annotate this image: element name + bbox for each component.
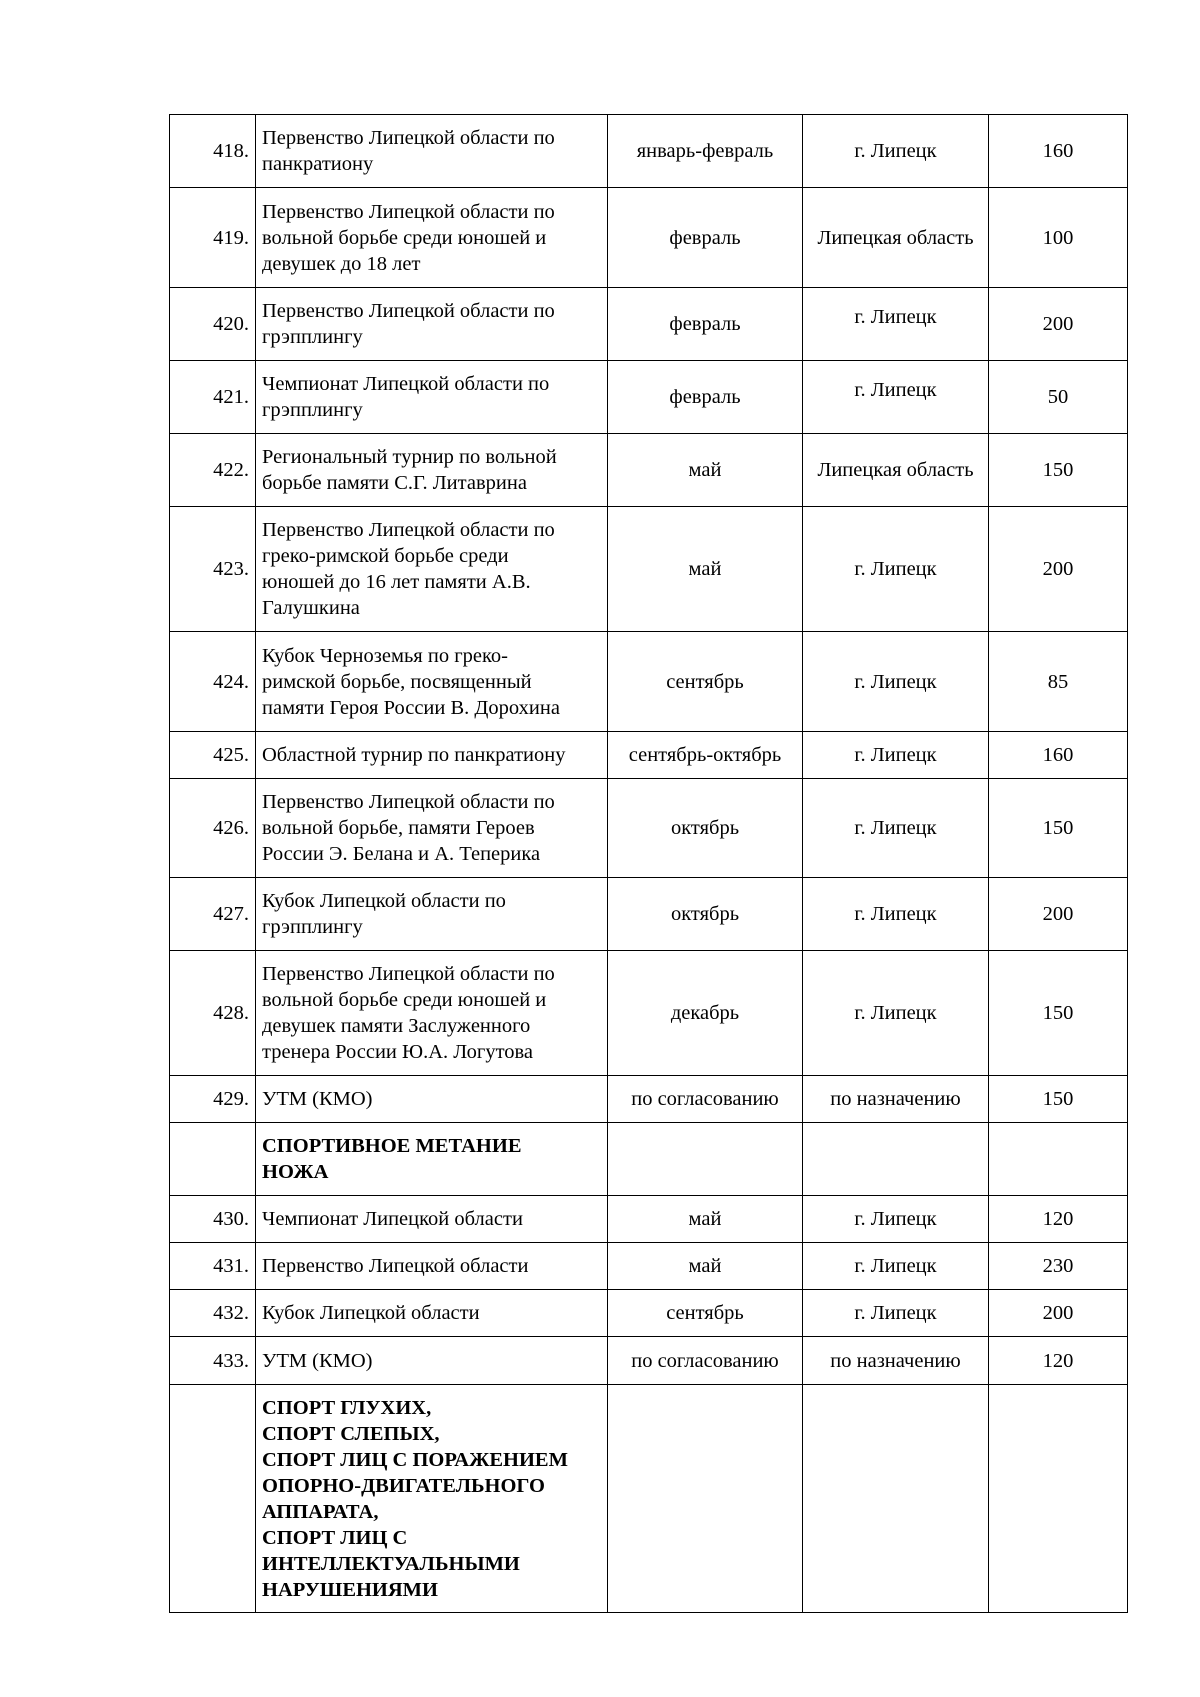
- date-cell-text: май: [688, 558, 722, 580]
- participants-cell: [989, 1290, 1128, 1337]
- date-cell-text: май: [688, 1255, 722, 1277]
- row-number-cell-text: 419.: [213, 226, 249, 249]
- place-cell: [803, 1196, 989, 1243]
- place-cell: [803, 507, 989, 632]
- date-cell: [608, 1385, 803, 1613]
- date-cell-text: по согласованию: [631, 1088, 779, 1110]
- row-number-cell-text: 427.: [213, 903, 249, 925]
- date-cell-text: по согласованию: [631, 1349, 779, 1372]
- participants-cell-text: 200: [1042, 558, 1074, 580]
- row-number-cell: [170, 1337, 256, 1385]
- event-name-cell-text: Кубок Липецкой области: [262, 1302, 480, 1324]
- participants-cell-text: 85: [1047, 670, 1069, 693]
- row-number-cell: [170, 1243, 256, 1290]
- place-cell: [803, 732, 989, 779]
- table-row: [170, 115, 1128, 188]
- participants-cell: [989, 115, 1128, 188]
- table-row: [170, 288, 1128, 361]
- event-name-cell: [256, 188, 608, 288]
- event-name-cell-text: Областной турнир по панкратиону: [262, 744, 566, 766]
- participants-cell: [989, 1385, 1128, 1613]
- event-name-cell-text: Первенство Липецкой области по вольной борьбе среди юношей и девушек до 18 лет: [262, 200, 555, 275]
- date-cell-text: октябрь: [670, 903, 740, 925]
- event-name-cell: [256, 779, 608, 878]
- table-row: [170, 361, 1128, 434]
- events-table: [169, 114, 1128, 1613]
- place-cell-text: Липецкая область: [817, 459, 974, 481]
- date-cell: [608, 732, 803, 779]
- place-cell: [803, 1076, 989, 1123]
- row-number-cell-text: 428.: [213, 1002, 249, 1024]
- event-name-cell: [256, 434, 608, 507]
- row-number-cell-text: 431.: [213, 1255, 249, 1277]
- participants-cell: [989, 507, 1128, 632]
- row-number-cell: [170, 779, 256, 878]
- event-name-cell: [256, 115, 608, 188]
- section-header-row: [170, 1385, 1128, 1613]
- place-cell-text: г. Липецк: [854, 744, 937, 766]
- date-cell-text: декабрь: [670, 1002, 740, 1024]
- table-row: [170, 1076, 1128, 1123]
- participants-cell-text: 120: [1042, 1208, 1074, 1230]
- place-cell: [803, 1290, 989, 1337]
- event-name-cell: [256, 1196, 608, 1243]
- place-cell: [803, 1385, 989, 1613]
- date-cell: [608, 1076, 803, 1123]
- place-cell-text: г. Липецк: [854, 558, 937, 580]
- participants-cell-text: 160: [1042, 140, 1074, 162]
- row-number-cell: [170, 1123, 256, 1196]
- date-cell: [608, 951, 803, 1076]
- date-cell-text: май: [688, 1208, 722, 1230]
- date-cell-text: октябрь: [670, 817, 740, 839]
- date-cell-text: февраль: [669, 313, 741, 335]
- row-number-cell: [170, 361, 256, 434]
- participants-cell-text: 200: [1042, 313, 1074, 335]
- place-cell: [803, 188, 989, 288]
- table-row: [170, 732, 1128, 779]
- participants-cell: [989, 1076, 1128, 1123]
- place-cell-text: г. Липецк: [854, 140, 937, 162]
- participants-cell: [989, 632, 1128, 732]
- participants-cell: [989, 1337, 1128, 1385]
- event-name-cell: [256, 951, 608, 1076]
- event-name-cell: [256, 288, 608, 361]
- section-title-cell-text: СПОРТ ГЛУХИХ, СПОРТ СЛЕПЫХ, СПОРТ ЛИЦ С ПОРАЖЕНИЕМ ОПОРНО-ДВИГАТЕЛЬНОГО АППАРАТА, СПОРТ ЛИЦ С ИНТЕЛЛЕКТУАЛЬНЫМИ НАРУШЕНИЯМИ: [262, 1396, 568, 1601]
- place-cell: [803, 878, 989, 951]
- date-cell: [608, 1243, 803, 1290]
- row-number-cell-text: 422.: [213, 459, 249, 481]
- place-cell: [803, 632, 989, 732]
- row-number-cell: [170, 115, 256, 188]
- place-cell-text: г. Липецк: [854, 903, 937, 925]
- event-name-cell-text: Первенство Липецкой области по греко-римской борьбе среди юношей до 16 лет памяти А.В. Галушкина: [262, 519, 555, 619]
- place-cell-text: г. Липецк: [854, 1208, 937, 1230]
- date-cell-text: май: [688, 459, 722, 481]
- date-cell: [608, 288, 803, 361]
- date-cell: [608, 115, 803, 188]
- section-title-cell: [256, 1123, 608, 1196]
- place-cell-text: по назначению: [830, 1349, 961, 1372]
- table-row: [170, 434, 1128, 507]
- participants-cell: [989, 1243, 1128, 1290]
- table-row: [170, 779, 1128, 878]
- table-row: [170, 1243, 1128, 1290]
- participants-cell-text: 160: [1042, 744, 1074, 766]
- row-number-cell: [170, 188, 256, 288]
- date-cell: [608, 361, 803, 434]
- place-cell: [803, 951, 989, 1076]
- place-cell: [803, 115, 989, 188]
- row-number-cell-text: 421.: [213, 386, 249, 408]
- event-name-cell-text: Кубок Липецкой области по грэпплингу: [262, 890, 506, 938]
- event-name-cell: [256, 632, 608, 732]
- participants-cell-text: 120: [1042, 1349, 1074, 1372]
- table-row: [170, 951, 1128, 1076]
- participants-cell: [989, 951, 1128, 1076]
- participants-cell: [989, 878, 1128, 951]
- table-row: [170, 878, 1128, 951]
- date-cell-text: январь-февраль: [636, 140, 774, 162]
- participants-cell-text: 100: [1042, 226, 1074, 249]
- participants-cell-text: 230: [1042, 1255, 1074, 1277]
- place-cell: [803, 779, 989, 878]
- date-cell: [608, 1337, 803, 1385]
- date-cell-text: февраль: [669, 386, 741, 408]
- row-number-cell: [170, 1290, 256, 1337]
- participants-cell: [989, 361, 1128, 434]
- event-name-cell-text: Первенство Липецкой области по вольной борьбе среди юношей и девушек памяти Заслуженного тренера России Ю.А. Логутова: [262, 963, 555, 1063]
- date-cell: [608, 507, 803, 632]
- row-number-cell: [170, 878, 256, 951]
- date-cell-text: февраль: [669, 226, 741, 249]
- row-number-cell-text: 432.: [213, 1302, 249, 1324]
- participants-cell-text: 200: [1042, 1302, 1074, 1324]
- event-name-cell: [256, 361, 608, 434]
- participants-cell-text: 150: [1042, 459, 1074, 481]
- date-cell: [608, 878, 803, 951]
- event-name-cell-text: Чемпионат Липецкой области по грэпплингу: [262, 373, 550, 421]
- place-cell-text: по назначению: [830, 1088, 961, 1110]
- row-number-cell: [170, 1385, 256, 1613]
- event-name-cell-text: Первенство Липецкой области по грэпплингу: [262, 300, 555, 348]
- place-cell: [803, 434, 989, 507]
- participants-cell-text: 200: [1042, 903, 1074, 925]
- row-number-cell-text: 425.: [213, 744, 249, 766]
- row-number-cell: [170, 732, 256, 779]
- date-cell-text: сентябрь: [666, 670, 744, 693]
- event-name-cell: [256, 1243, 608, 1290]
- row-number-cell: [170, 951, 256, 1076]
- place-cell-text: г. Липецк: [854, 817, 937, 839]
- place-cell-text: г. Липецк: [854, 306, 937, 328]
- table-row: [170, 1290, 1128, 1337]
- row-number-cell-text: 429.: [213, 1088, 249, 1110]
- participants-cell: [989, 1123, 1128, 1196]
- participants-cell-text: 150: [1042, 817, 1074, 839]
- place-cell: [803, 1337, 989, 1385]
- row-number-cell-text: 433.: [213, 1349, 249, 1372]
- date-cell: [608, 779, 803, 878]
- row-number-cell-text: 420.: [213, 313, 249, 335]
- event-name-cell: [256, 1076, 608, 1123]
- place-cell-text: г. Липецк: [854, 1302, 937, 1324]
- date-cell: [608, 434, 803, 507]
- row-number-cell: [170, 507, 256, 632]
- event-name-cell: [256, 1337, 608, 1385]
- place-cell-text: Липецкая область: [817, 226, 974, 249]
- row-number-cell-text: 424.: [213, 670, 249, 693]
- place-cell: [803, 1123, 989, 1196]
- place-cell-text: г. Липецк: [854, 1255, 937, 1277]
- event-name-cell: [256, 878, 608, 951]
- date-cell: [608, 632, 803, 732]
- participants-cell: [989, 434, 1128, 507]
- participants-cell-text: 150: [1042, 1002, 1074, 1024]
- row-number-cell-text: 426.: [213, 817, 249, 839]
- row-number-cell-text: 430.: [213, 1208, 249, 1230]
- participants-cell: [989, 1196, 1128, 1243]
- participants-cell: [989, 779, 1128, 878]
- row-number-cell-text: 418.: [213, 140, 249, 162]
- table-row: [170, 1337, 1128, 1385]
- section-title-cell: [256, 1385, 608, 1613]
- participants-cell: [989, 732, 1128, 779]
- event-name-cell: [256, 507, 608, 632]
- participants-cell-text: 50: [1047, 386, 1069, 408]
- event-name-cell-text: Первенство Липецкой области по вольной борьбе, памяти Героев России Э. Белана и А. Теперика: [262, 791, 555, 865]
- event-name-cell-text: Первенство Липецкой области: [262, 1255, 529, 1277]
- table-row: [170, 632, 1128, 732]
- row-number-cell-text: 423.: [213, 558, 249, 580]
- section-header-row: [170, 1123, 1128, 1196]
- place-cell-text: г. Липецк: [854, 1002, 937, 1024]
- row-number-cell: [170, 288, 256, 361]
- event-name-cell-text: Чемпионат Липецкой области: [262, 1208, 523, 1230]
- place-cell-text: г. Липецк: [854, 670, 937, 693]
- row-number-cell: [170, 434, 256, 507]
- event-name-cell-text: Первенство Липецкой области по панкратиону: [262, 127, 555, 175]
- event-name-cell-text: УТМ (КМО): [262, 1088, 373, 1110]
- row-number-cell: [170, 1196, 256, 1243]
- row-number-cell: [170, 1076, 256, 1123]
- table-row: [170, 1196, 1128, 1243]
- participants-cell: [989, 188, 1128, 288]
- date-cell: [608, 1196, 803, 1243]
- date-cell: [608, 188, 803, 288]
- date-cell: [608, 1123, 803, 1196]
- event-name-cell: [256, 1290, 608, 1337]
- table-row: [170, 188, 1128, 288]
- place-cell: [803, 288, 989, 361]
- date-cell-text: сентябрь: [666, 1302, 744, 1324]
- table-row: [170, 507, 1128, 632]
- event-name-cell-text: УТМ (КМО): [262, 1349, 373, 1372]
- place-cell-text: г. Липецк: [854, 379, 937, 401]
- section-title-cell-text: СПОРТИВНОЕ МЕТАНИЕ НОЖА: [262, 1135, 522, 1183]
- date-cell-text: сентябрь-октябрь: [628, 744, 782, 766]
- event-name-cell-text: Региональный турнир по вольной борьбе памяти С.Г. Литаврина: [262, 446, 557, 494]
- participants-cell-text: 150: [1042, 1088, 1074, 1110]
- place-cell: [803, 361, 989, 434]
- date-cell: [608, 1290, 803, 1337]
- event-name-cell-text: Кубок Черноземья по греко- римской борьбе, посвященный памяти Героя России В. Дорохина: [262, 644, 560, 719]
- row-number-cell: [170, 632, 256, 732]
- event-name-cell: [256, 732, 608, 779]
- participants-cell: [989, 288, 1128, 361]
- events-table-body: [170, 115, 1128, 1613]
- place-cell: [803, 1243, 989, 1290]
